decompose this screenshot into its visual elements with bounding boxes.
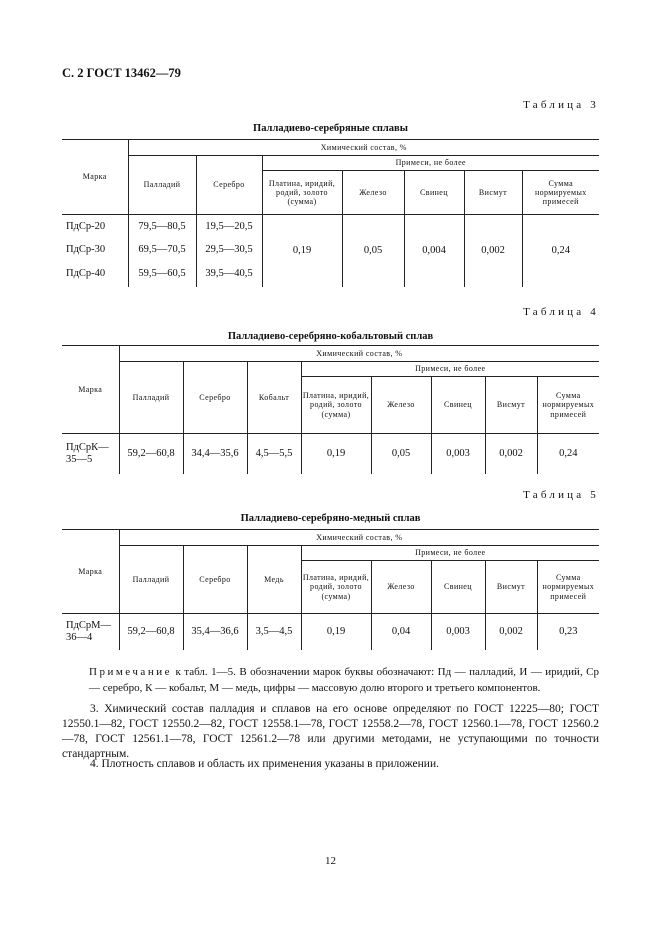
table5-row-ag: 35,4—36,6 [183, 614, 247, 650]
table5-head-cu: Медь [247, 546, 301, 614]
table4-label: Таблица 4 [523, 306, 599, 318]
table4-head-sum: Сумма нормируемых примесей [537, 377, 599, 434]
table3-row-mark: ПдСр-20 [66, 220, 106, 232]
table5-row-pd: 59,2—60,8 [119, 614, 183, 650]
table5-head-chem: Химический состав, % [119, 530, 599, 546]
table4-row-bi: 0,002 [485, 434, 537, 474]
table5-head-sum: Сумма нормируемых примесей [537, 561, 599, 614]
page-number: 12 [325, 855, 336, 867]
table4-head-mark: Марка [62, 346, 119, 434]
table5-row-fe: 0,04 [371, 614, 431, 650]
table3-head-chem: Химический состав, % [128, 140, 599, 156]
paragraph-3: 3. Химический состав палладия и сплавов на его основе определяют по ГОСТ 12225—80; ГОСТ 12550.1—82, ГОСТ 12550.2—82, ГОСТ 12558.1—78, ГОСТ 12558.2—78, ГОСТ 12560.1—78, ГОСТ 12560.2—78, ГОСТ 12561.1—78, ГОСТ 12561.2—78 или другими методами, не уступающими по точности стандартным. [62, 703, 599, 760]
table3-head-pb: Свинец [404, 171, 464, 215]
table5 [62, 529, 599, 650]
table4-head-pb: Свинец [431, 377, 485, 434]
table5-head-bi: Висмут [485, 561, 537, 614]
table5-row-pb: 0,003 [431, 614, 485, 650]
table4-row-co: 4,5—5,5 [247, 434, 301, 474]
table3-common-fe: 0,05 [342, 215, 404, 287]
table3-common-pt: 0,19 [262, 215, 342, 287]
table4-row-pb: 0,003 [431, 434, 485, 474]
table4-row-sum: 0,24 [537, 434, 599, 474]
table5-row-sum: 0,23 [537, 614, 599, 650]
table5-head-ag: Серебро [183, 546, 247, 614]
table3-head-mark: Марка [62, 140, 128, 215]
table5-head-fe: Железо [371, 561, 431, 614]
table3-row-mark: ПдСр-30 [66, 244, 106, 256]
note [89, 664, 599, 696]
table5-head-pb: Свинец [431, 561, 485, 614]
table3-label: Таблица 3 [523, 99, 599, 111]
table4-head-co: Кобальт [247, 362, 301, 434]
table3-head-pd: Палладий [128, 156, 196, 215]
note-text: к табл. 1—5. В обозначении марок буквы обозначают: Пд — палладий, И — иридий, Ср — серебро, К — кобальт, М — медь, цифры — массовую долю второго и третьего компонентов. [89, 666, 599, 694]
table3-row-mark: ПдСр-40 [66, 268, 106, 280]
table3-title: Палладиево-серебряные сплавы [253, 123, 408, 134]
table4-head-chem: Химический состав, % [119, 346, 599, 362]
table3-head-sum: Сумма нормируемых примесей [522, 171, 599, 215]
table4-row-pd: 59,2—60,8 [119, 434, 183, 474]
table4-head-impurities: Примеси, не более [301, 362, 599, 377]
table3-common-pb: 0,004 [404, 215, 464, 287]
table3-row-ag: 29,5—30,5 [196, 239, 262, 263]
table3-row-ag: 39,5—40,5 [196, 263, 262, 287]
note-label: Примечание [89, 666, 172, 678]
table5-head-pt: Платина, иридий, родий, золото (сумма) [301, 561, 371, 614]
table4-row-fe: 0,05 [371, 434, 431, 474]
table4-head-fe: Железо [371, 377, 431, 434]
table3-head-fe: Железо [342, 171, 404, 215]
table3-common-sum: 0,24 [522, 215, 599, 287]
table4-row-mark: ПдСрК—35—5 [66, 441, 109, 465]
table5-row-bi: 0,002 [485, 614, 537, 650]
table5-row-cu: 3,5—4,5 [247, 614, 301, 650]
table5-row-pt: 0,19 [301, 614, 371, 650]
table3-head-pt: Платина, иридий, родий, золото (сумма) [262, 171, 342, 215]
table5-head-impurities: Примеси, не более [301, 546, 599, 561]
table3-row-pd: 69,5—70,5 [128, 239, 196, 263]
table5-head-pd: Палладий [119, 546, 183, 614]
paragraph-4: 4. Плотность сплавов и область их применения указаны в приложении. [90, 758, 439, 770]
table4-head-ag: Серебро [183, 362, 247, 434]
table4-head-pt: Платина, иридий, родий, золото (сумма) [301, 377, 371, 434]
table5-head-mark: Марка [62, 530, 119, 614]
table4-row-ag: 34,4—35,6 [183, 434, 247, 474]
table3-head-ag: Серебро [196, 156, 262, 215]
table3-common-bi: 0,002 [464, 215, 522, 287]
table3 [62, 139, 599, 287]
table4 [62, 345, 599, 474]
table3-row-pd: 79,5—80,5 [128, 215, 196, 239]
table3-head-impurities: Примеси, не более [262, 156, 599, 171]
page-header: С. 2 ГОСТ 13462—79 [62, 66, 181, 80]
table4-head-pd: Палладий [119, 362, 183, 434]
table4-row-pt: 0,19 [301, 434, 371, 474]
table4-head-bi: Висмут [485, 377, 537, 434]
table3-head-bi: Висмут [464, 171, 522, 215]
table3-row-pd: 59,5—60,5 [128, 263, 196, 287]
table3-row-ag: 19,5—20,5 [196, 215, 262, 239]
table5-title: Палладиево-серебряно-медный сплав [240, 513, 421, 524]
table5-label: Таблица 5 [523, 489, 599, 501]
table4-title: Палладиево-серебряно-кобальтовый сплав [227, 331, 434, 342]
table5-row-mark: ПдСрМ—36—4 [66, 619, 112, 643]
